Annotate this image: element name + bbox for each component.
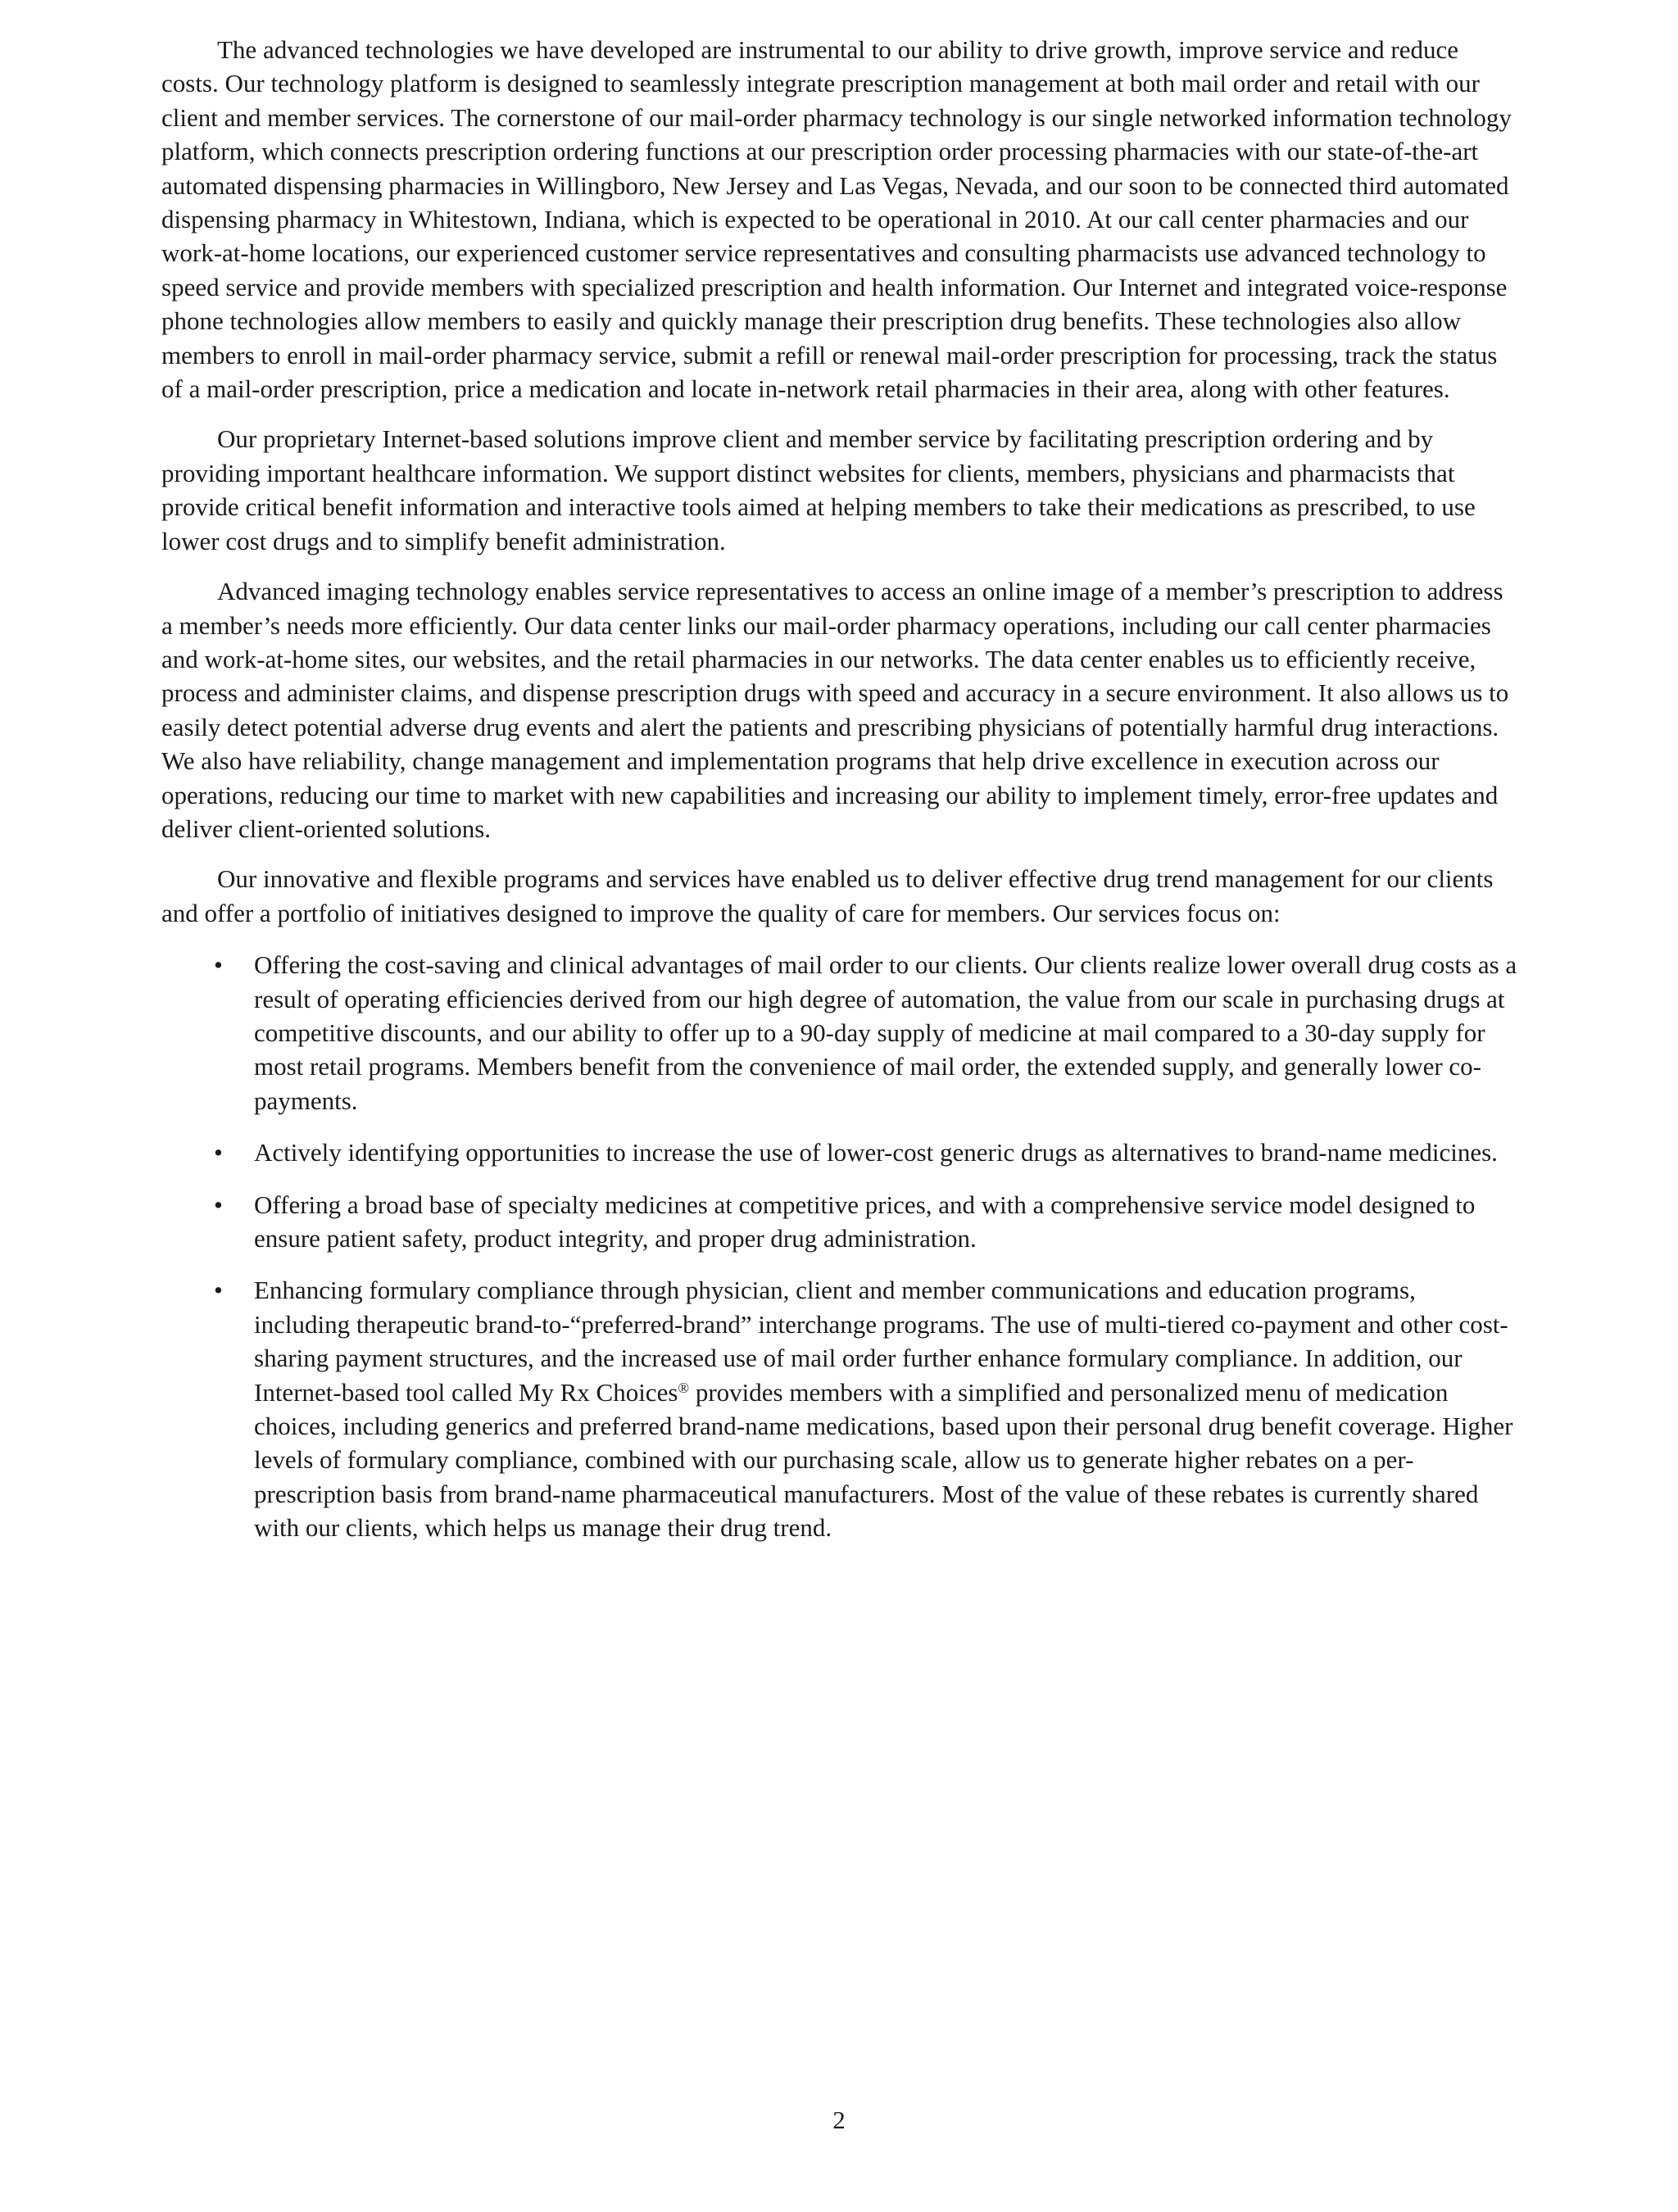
bullet-text-generic-drugs: Actively identifying opportunities to increase the use of lower-cost generic drugs as alternatives to brand-name medicines.: [254, 1138, 1498, 1167]
document-body: [161, 33, 1517, 1563]
page-number: 2: [832, 2105, 846, 2134]
paragraph-internet-solutions: Our proprietary Internet-based solutions improve client and member service by facilitating prescription ordering and by providing important healthcare information. We support distinct websites for clients, members, physicians and pharmacists that provide critical benefit information and interactive tools aimed at helping members to take their medications as prescribed, to use lower cost drugs and to simplify benefit administration.: [161, 424, 1476, 555]
paragraph-technology: The advanced technologies we have developed are instrumental to our ability to drive growth, improve service and reduce costs. Our technology platform is designed to seamlessly integrate prescription management at both mail order and retail with our client and member services. The cornerstone of our mail-order pharmacy technology is our single networked information technology platform, which connects prescription ordering functions at our prescription order processing pharmacies with our state-of-the-art automated dispensing pharmacies in Willingboro, New Jersey and Las Vegas, Nevada, and our soon to be connected third automated dispensing pharmacy in Whitestown, Indiana, which is expected to be operational in 2010. At our call center pharmacies and our work-at-home locations, our experienced customer service representatives and consulting pharmacists use advanced technology to speed service and provide members with specialized prescription and health information. Our Internet and integrated voice-response phone technologies allow members to easily and quickly manage their prescription drug benefits. These technologies also allow members to enroll in mail-order pharmacy service, submit a refill or renewal mail-order prescription for processing, track the status of a mail-order prescription, price a medication and locate in-network retail pharmacies in their area, along with other features.: [161, 35, 1512, 404]
list-item: [161, 1135, 1517, 1169]
bullet-icon: •: [214, 950, 223, 980]
bullet-icon: •: [214, 1138, 223, 1167]
bullet-text-specialty-medicines: Offering a broad base of specialty medicines at competitive prices, and with a comprehensive service model designed to ensure patient safety, product integrity, and proper drug administration.: [254, 1190, 1476, 1253]
paragraph-imaging-technology: Advanced imaging technology enables service representatives to access an online image of a member’s prescription to address a member’s needs more efficiently. Our data center links our mail-order pharmacy operations, including our call center pharmacies and work-at-home sites, our websites, and the retail pharmacies in our networks. The data center enables us to efficiently receive, process and administer claims, and dispense prescription drugs with speed and accuracy in a secure environment. It also allows us to easily detect potential adverse drug events and alert the patients and prescribing physicians of potentially harmful drug interactions. We also have reliability, change management and implementation programs that help drive excellence in execution across our operations, reducing our time to market with new capabilities and increasing our ability to implement timely, error-free updates and deliver client-oriented solutions.: [161, 577, 1509, 843]
registered-mark: ®: [678, 1379, 690, 1396]
bullet-icon: •: [214, 1276, 223, 1305]
bullet-text-mail-order: Offering the cost-saving and clinical advantages of mail order to our clients. Our clients realize lower overall drug costs as a result of operating efficiencies derived from our high degree of automation, the value from our scale in purchasing drugs at competitive discounts, and our ability to offer up to a 90-day supply of medicine at mail compared to a 30-day supply for most retail programs. Members benefit from the convenience of mail order, the extended supply, and generally lower co-payments.: [254, 950, 1517, 1115]
paragraph-programs-intro: Our innovative and flexible programs and services have enabled us to deliver effective drug trend management for our clients and offer a portfolio of initiatives designed to improve the quality of care for members. Our services focus on:: [161, 864, 1494, 927]
list-item: [161, 1273, 1517, 1544]
list-item: [161, 1188, 1517, 1256]
bullet-text-formulary-compliance: [254, 1276, 1512, 1542]
bullet-text-formulary-part1: Enhancing formulary compliance through physician, client and member communications and education programs, including therapeutic brand-to-“preferred-brand” interchange programs. The use of multi-tiered co-payment and other cost-sharing payment structures, and the increased use of mail order further enhance formulary compliance. In addition, our Internet-based tool called My Rx Choices: [254, 1276, 1508, 1407]
bullet-text-formulary-part2: provides members with a simplified and personalized menu of medication choices, including generics and preferred brand-name medications, based upon their personal drug benefit coverage. Higher levels of formulary compliance, combined with our purchasing scale, allow us to generate higher rebates on a per-prescription basis from brand-name pharmaceutical manufacturers. Most of the value of these rebates is currently shared with our clients, which helps us manage their drug trend.: [254, 1377, 1513, 1543]
bullet-icon: •: [214, 1190, 223, 1219]
services-bullet-list: [161, 948, 1517, 1545]
list-item: [161, 948, 1517, 1117]
